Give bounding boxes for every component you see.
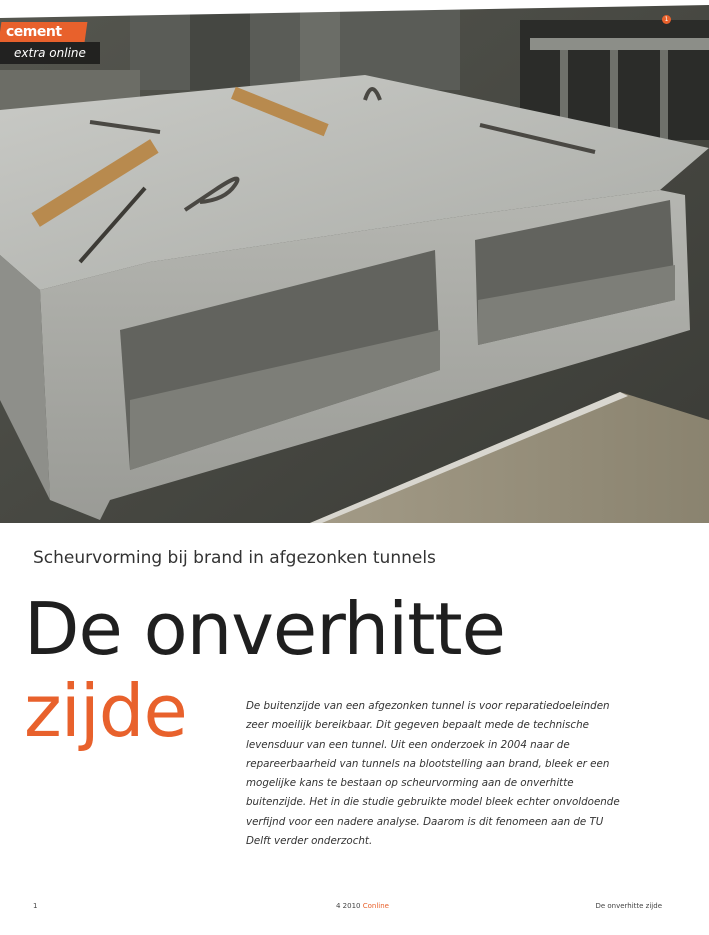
- article-title-line-2: zijde: [24, 669, 187, 753]
- edition-tag: extra online: [0, 42, 100, 64]
- footer-issue: [336, 902, 389, 910]
- article-subtitle: Scheurvorming bij brand in afgezonken tunnels: [33, 548, 436, 568]
- logo-text: cement: [6, 24, 62, 40]
- magazine-logo[interactable]: [0, 22, 87, 42]
- footer-running-title: De onverhitte zijde: [595, 902, 662, 910]
- article-intro: De buitenzijde van een afgezonken tunnel is voor reparatiedoeleinden zeer moeilijk bereikbaar. Dit gegeven bepaalt mede de technische levensduur van een tunnel. Uit een onderzoek in 2004 naar de repareerbaarheid van tunnels na blootstelling aan brand, bleek er een mogelijke kans te bestaan op scheurvorming aan de onverhitte buitenzijde. Het in die studie gebruikte model bleek echter onvoldoende verfijnd voor een nadere analyse. Daarom is dit fenomeen aan de TU Delft verder onderzocht.: [246, 700, 620, 848]
- footer-issue-suffix: Conline: [362, 902, 389, 910]
- footer-issue-number: 4 2010: [336, 902, 361, 910]
- article-title-line-1: De onverhitte: [24, 587, 505, 671]
- page-badge: 1: [662, 15, 671, 24]
- footer-page-number: 1: [33, 902, 38, 910]
